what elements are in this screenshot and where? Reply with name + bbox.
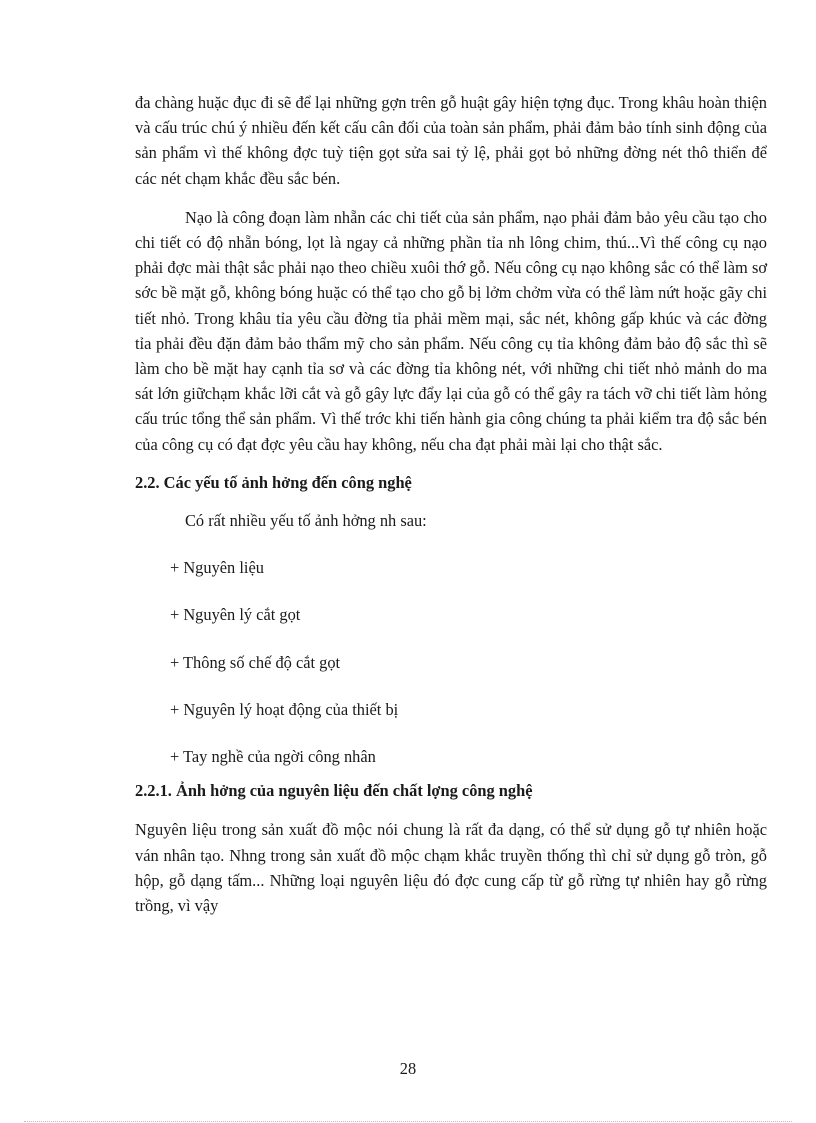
page-number: 28 xyxy=(399,1059,417,1078)
list-item: + Nguyên liệu xyxy=(170,558,264,578)
page-body xyxy=(135,90,767,918)
list-item: + Thông số chế độ cắt gọt xyxy=(170,652,341,672)
paragraph-raw-materials: Nguyên liệu trong sản xuất đồ mộc nói chung là rất đa dạng, có thể sử dụng gỗ tự nhiên hoặc ván nhân tạo. Nhng trong sản xuất đồ mộc chạm khắc truyền thống thì chỉ sử dụng gỗ tròn, gỗ hộp, gỗ dạng tấm... Những loại nguyên liệu đó đợc cung cấp từ gỗ rừng tự nhiên hay gỗ rừng trồng, vì vậy xyxy=(135,820,767,916)
section-heading-2-2-1: 2.2.1. Ảnh hởng của nguyên liệu đến chất lợng công nghệ xyxy=(135,781,533,801)
list-item: + Nguyên lý hoạt động của thiết bị xyxy=(170,699,399,719)
factors-intro: Có rất nhiều yếu tố ảnh hởng nh sau: xyxy=(185,511,427,531)
list-item: + Tay nghề của ngời công nhân xyxy=(170,747,376,767)
section-heading-2-2: 2.2. Các yếu tố ảnh hởng đến công nghệ xyxy=(135,472,412,492)
factors-list xyxy=(135,555,767,769)
list-item: + Nguyên lý cắt gọt xyxy=(170,605,301,625)
paragraph-scraping: Nạo là công đoạn làm nhẵn các chi tiết của sản phẩm, nạo phải đảm bảo yêu cầu tạo cho chi tiết có độ nhẵn bóng, lọt là ngay cả những phần tỉa nh lông chim, thú...Vì thế công cụ nạo phải đợc mài thật sắc phải nạo theo chiều xuôi thớ gỗ. Nếu công cụ nạo không sắc có thể làm sơ sớc bề mặt gỗ, không bóng huặc có thể tạo cho gỗ bị lởm chởm vừa có thể làm nứt hoặc gãy chi tiết nhỏ. Trong khâu tỉa yêu cầu đờng tỉa phải mềm mại, sắc nét, không gấp khúc và các đờng tỉa phải đều đặn đảm bảo thẩm mỹ cho sản phẩm. Nếu công cụ tỉa không đảm bảo độ sắc thì sẽ làm cho bề mặt hay cạnh tỉa sơ và các đờng tỉa không nét, với những chi tiết nhỏ mảnh do ma sát lớn giữchạm khắc lỡi cắt và gỗ gây lực đẩy lại của gỗ có thể gây ra tách vỡ chi tiết làm hỏng cấu trúc tổng thể sản phẩm. Vì thế trớc khi tiến hành gia công chúng ta phải kiểm tra độ sắc bén của công cụ có đạt đợc yêu cầu hay không, nếu cha đạt phải mài lại cho thật sắc. xyxy=(135,207,767,454)
paragraph-carving-finishing: đa chàng huặc đục đi sẽ để lại những gợn trên gỗ huật gây hiện tợng đục. Trong khâu hoàn thiện và cấu trúc chú ý nhiều đến kết cấu cân đối của toàn sản phẩm, phải đảm bảo tính sinh động của sản phẩm vì thế không đợc tuỳ tiện gọt sửa sai tỷ lệ, phải gọt bỏ những đờng nét thô thiển để các nét chạm khắc đều sắc bén. xyxy=(135,93,767,188)
page-bottom-divider xyxy=(24,1121,792,1122)
